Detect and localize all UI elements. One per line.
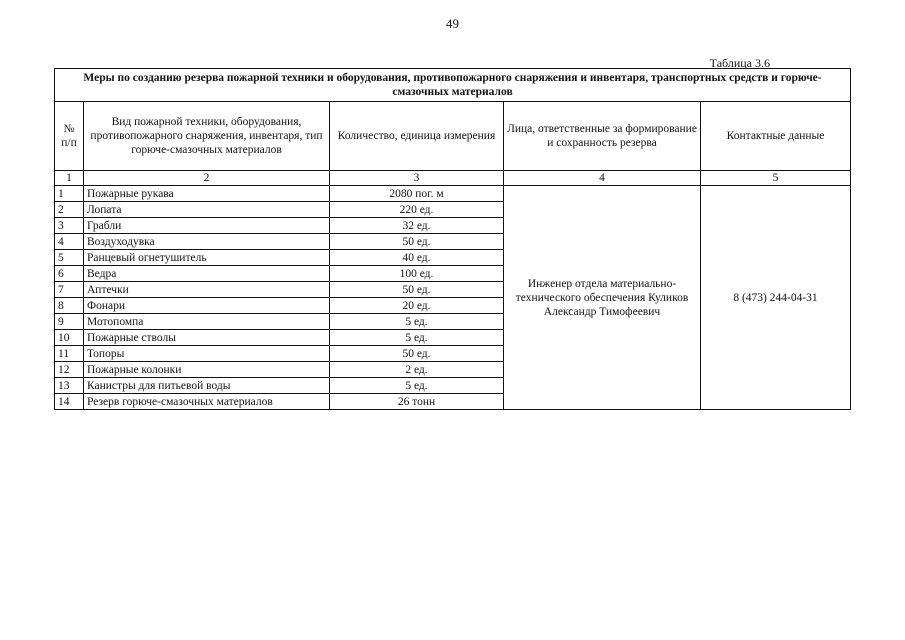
item-quantity: 5 ед.: [330, 378, 504, 394]
column-number: 2: [84, 171, 330, 186]
item-quantity: 50 ед.: [330, 282, 504, 298]
reserve-table: [54, 68, 851, 410]
column-number: 1: [55, 171, 84, 186]
row-number: 6: [55, 266, 84, 282]
table-row: [55, 186, 851, 202]
row-number: 14: [55, 394, 84, 410]
column-number: 5: [701, 171, 851, 186]
table-label: Таблица 3.6: [709, 56, 770, 70]
item-quantity: 100 ед.: [330, 266, 504, 282]
item-name: Ранцевый огнетушитель: [84, 250, 330, 266]
item-name: Лопата: [84, 202, 330, 218]
row-number: 1: [55, 186, 84, 202]
item-quantity: 26 тонн: [330, 394, 504, 410]
row-number: 12: [55, 362, 84, 378]
item-name: Канистры для питьевой воды: [84, 378, 330, 394]
item-quantity: 2 ед.: [330, 362, 504, 378]
item-name: Воздуходувка: [84, 234, 330, 250]
page-number: 49: [446, 16, 459, 31]
row-number: 5: [55, 250, 84, 266]
item-name: Аптечки: [84, 282, 330, 298]
row-number: 7: [55, 282, 84, 298]
header-num: № п/п: [55, 102, 84, 171]
table-caption: Меры по созданию резерва пожарной техники и оборудования, противопожарного снаряжения и инвентаря, транспортных средств и горюче-смазочных материалов: [55, 69, 851, 102]
item-name: Грабли: [84, 218, 330, 234]
header-item-type: Вид пожарной техники, оборудования, противопожарного снаряжения, инвентаря, тип горюче-смазочных материалов: [84, 102, 330, 171]
row-number: 2: [55, 202, 84, 218]
item-name: Топоры: [84, 346, 330, 362]
item-quantity: 20 ед.: [330, 298, 504, 314]
row-number: 4: [55, 234, 84, 250]
item-quantity: 2080 пог. м: [330, 186, 504, 202]
item-name: Фонари: [84, 298, 330, 314]
item-quantity: 5 ед.: [330, 330, 504, 346]
contact-phone: 8 (473) 244-04-31: [701, 186, 851, 410]
header-contact: Контактные данные: [701, 102, 851, 171]
row-number: 11: [55, 346, 84, 362]
item-name: Резерв горюче-смазочных материалов: [84, 394, 330, 410]
item-quantity: 5 ед.: [330, 314, 504, 330]
row-number: 9: [55, 314, 84, 330]
column-number: 3: [330, 171, 504, 186]
column-number: 4: [504, 171, 701, 186]
item-name: Пожарные стволы: [84, 330, 330, 346]
header-quantity: Количество, единица измерения: [330, 102, 504, 171]
item-name: Пожарные колонки: [84, 362, 330, 378]
item-quantity: 40 ед.: [330, 250, 504, 266]
item-quantity: 32 ед.: [330, 218, 504, 234]
item-quantity: 50 ед.: [330, 346, 504, 362]
row-number: 8: [55, 298, 84, 314]
item-name: Пожарные рукава: [84, 186, 330, 202]
row-number: 3: [55, 218, 84, 234]
item-quantity: 50 ед.: [330, 234, 504, 250]
item-name: Ведра: [84, 266, 330, 282]
header-responsible: Лица, ответственные за формирование и сохранность резерва: [504, 102, 701, 171]
row-number: 13: [55, 378, 84, 394]
item-quantity: 220 ед.: [330, 202, 504, 218]
row-number: 10: [55, 330, 84, 346]
item-name: Мотопомпа: [84, 314, 330, 330]
responsible-person: Инженер отдела материально-технического обеспечения Куликов Александр Тимофеевич: [504, 186, 701, 410]
